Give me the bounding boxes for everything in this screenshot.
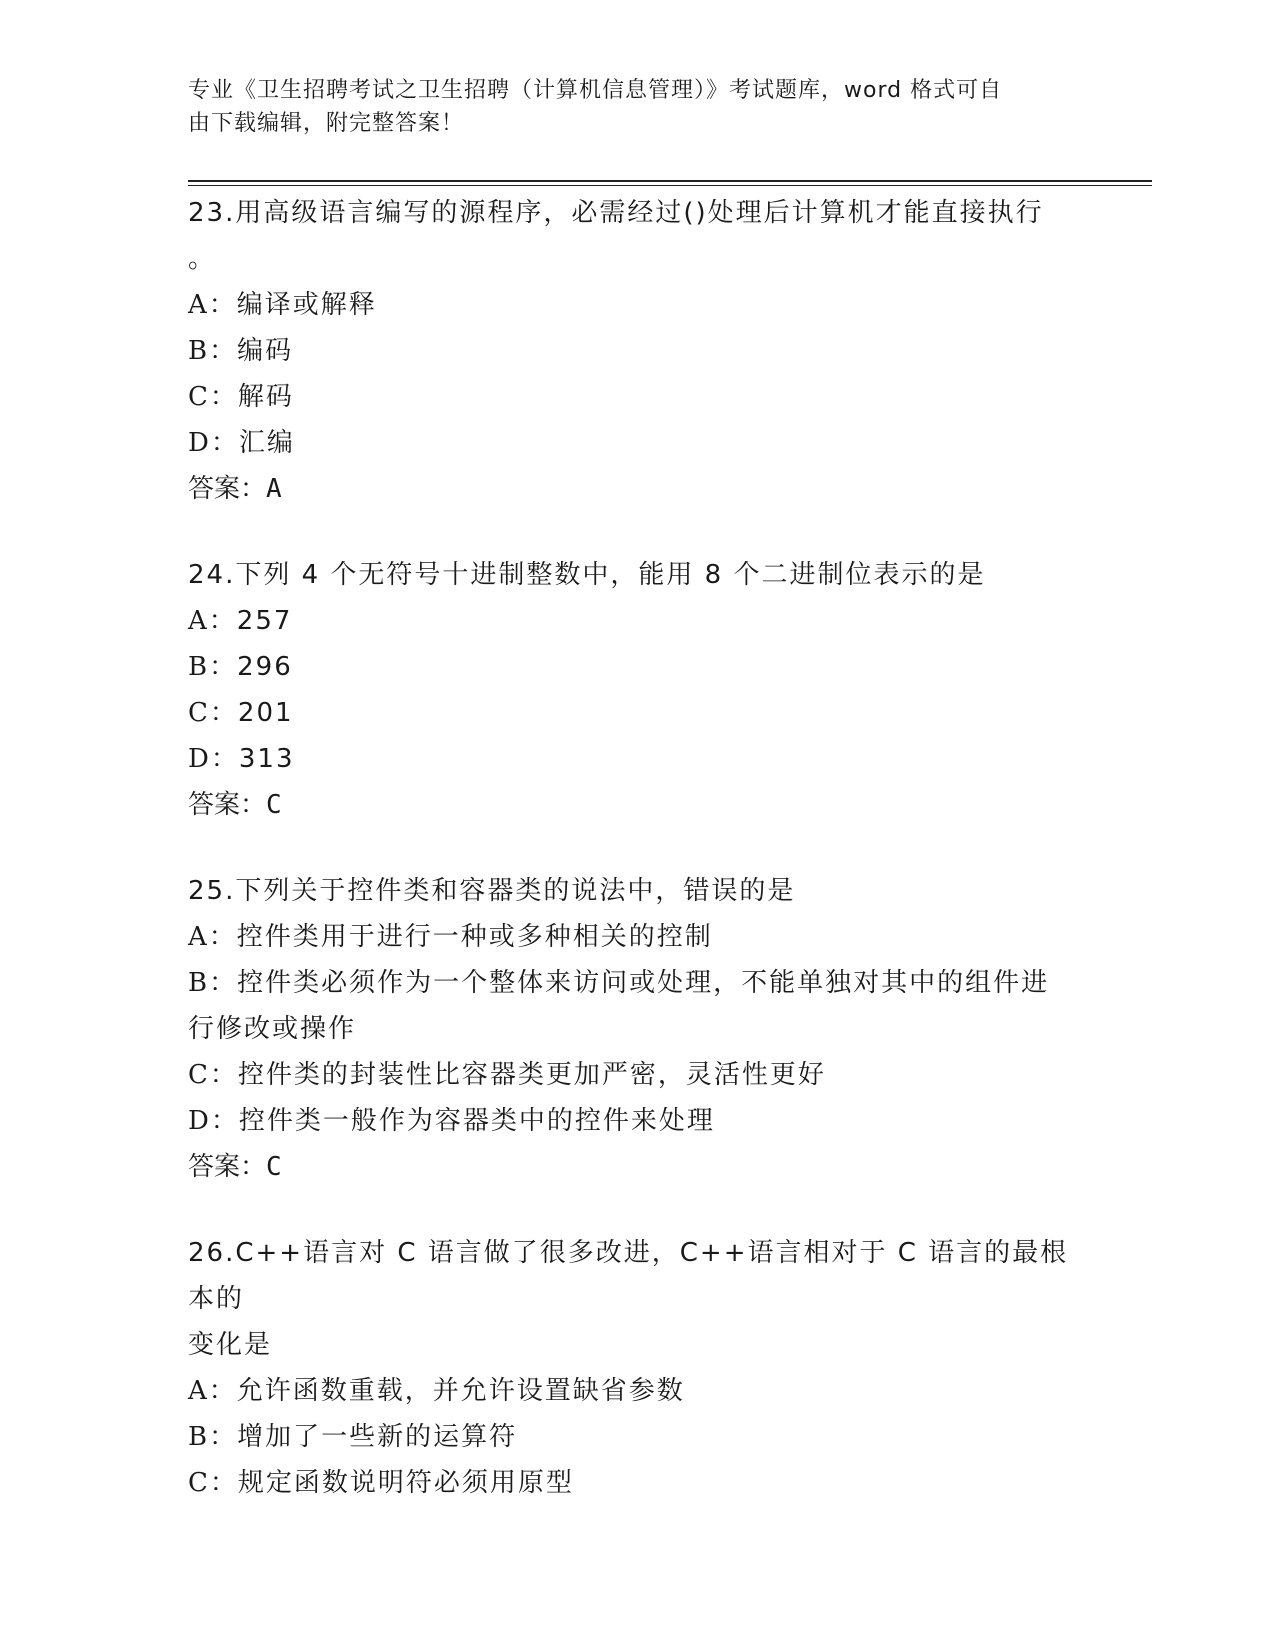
- option-text: 313: [238, 744, 295, 774]
- question-stem-continued: 。: [188, 244, 217, 274]
- question-24: [188, 552, 1088, 828]
- option-a: [188, 914, 1088, 960]
- option-text: 编译或解释: [236, 290, 377, 320]
- option-text: 增加了一些新的运算符: [237, 1422, 518, 1452]
- option-text: 控件类用于进行一种或多种相关的控制: [236, 922, 713, 952]
- option-b: [188, 1414, 1088, 1460]
- option-text: 201: [237, 698, 294, 728]
- option-a: [188, 598, 1088, 644]
- option-d: [188, 1098, 1088, 1144]
- option-text: 296: [237, 652, 293, 682]
- option-c: [188, 1052, 1088, 1098]
- option-b-continued: 行修改或操作: [188, 1014, 357, 1044]
- option-b: [188, 328, 1088, 374]
- option-c: [188, 1460, 1088, 1506]
- question-stem: 23.用高级语言编写的源程序，必需经过()处理后计算机才能直接执行: [188, 198, 1044, 228]
- answer-line: [188, 1144, 1088, 1190]
- document-header: [188, 74, 1088, 140]
- question-26: [188, 1230, 1088, 1506]
- option-label: B：: [188, 652, 238, 682]
- question-stem-continued: 变化是: [188, 1330, 273, 1360]
- question-23: [188, 190, 1088, 512]
- option-label: A：: [188, 1376, 237, 1406]
- question-stem: 24.下列 4 个无符号十进制整数中，能用 8 个二进制位表示的是: [188, 560, 986, 590]
- option-label: D：: [188, 428, 239, 458]
- option-label: B：: [188, 336, 238, 366]
- option-text: 控件类的封装性比容器类更加严密，灵活性更好: [237, 1060, 826, 1090]
- answer-label: 答案：: [188, 1152, 267, 1182]
- answer-value: C: [266, 790, 282, 820]
- option-label: C：: [188, 382, 238, 412]
- option-label: C：: [188, 1060, 238, 1090]
- answer-line: [188, 466, 1088, 512]
- header-line-1: 专业《卫生招聘考试之卫生招聘（计算机信息管理）》考试题库，word 格式可自: [188, 78, 1003, 103]
- question-stem: 26.C++语言对 C 语言做了很多改进，C++语言相对于 C 语言的最根本的: [188, 1238, 1069, 1314]
- option-label: C：: [188, 1468, 238, 1498]
- option-b: [188, 644, 1088, 690]
- option-c: [188, 374, 1088, 420]
- question-list: [188, 190, 1088, 1506]
- spacer: [188, 512, 1088, 552]
- answer-label: 答案：: [188, 474, 267, 504]
- option-label: D：: [188, 744, 239, 774]
- option-text: 规定函数说明符必须用原型: [237, 1468, 574, 1498]
- answer-line: [188, 782, 1088, 828]
- option-b: [188, 960, 1088, 1006]
- option-d: [188, 420, 1088, 466]
- option-label: A：: [188, 922, 237, 952]
- option-label: A：: [188, 606, 237, 636]
- option-c: [188, 690, 1088, 736]
- option-label: A：: [188, 290, 237, 320]
- spacer: [188, 828, 1088, 868]
- question-25: [188, 868, 1088, 1190]
- question-stem: 25.下列关于控件类和容器类的说法中，错误的是: [188, 876, 796, 906]
- option-label: B：: [188, 968, 238, 998]
- spacer: [188, 1190, 1088, 1230]
- header-divider-thin: [188, 185, 1152, 186]
- option-label: B：: [188, 1422, 238, 1452]
- answer-label: 答案：: [188, 790, 267, 820]
- option-text: 解码: [237, 382, 294, 412]
- option-text: 编码: [237, 336, 294, 366]
- option-text: 汇编: [238, 428, 295, 458]
- option-a: [188, 282, 1088, 328]
- answer-value: C: [266, 1152, 282, 1182]
- option-text: 允许函数重载，并允许设置缺省参数: [236, 1376, 685, 1406]
- option-label: D：: [188, 1106, 239, 1136]
- header-line-2: 由下载编辑，附完整答案！: [188, 111, 465, 136]
- option-text: 257: [236, 606, 293, 636]
- option-text: 控件类一般作为容器类中的控件来处理: [238, 1106, 715, 1136]
- option-label: C：: [188, 698, 238, 728]
- option-text: 控件类必须作为一个整体来访问或处理，不能单独对其中的组件进: [237, 968, 1050, 998]
- option-a: [188, 1368, 1088, 1414]
- answer-value: A: [266, 474, 282, 504]
- header-divider-thick: [188, 180, 1152, 182]
- option-d: [188, 736, 1088, 782]
